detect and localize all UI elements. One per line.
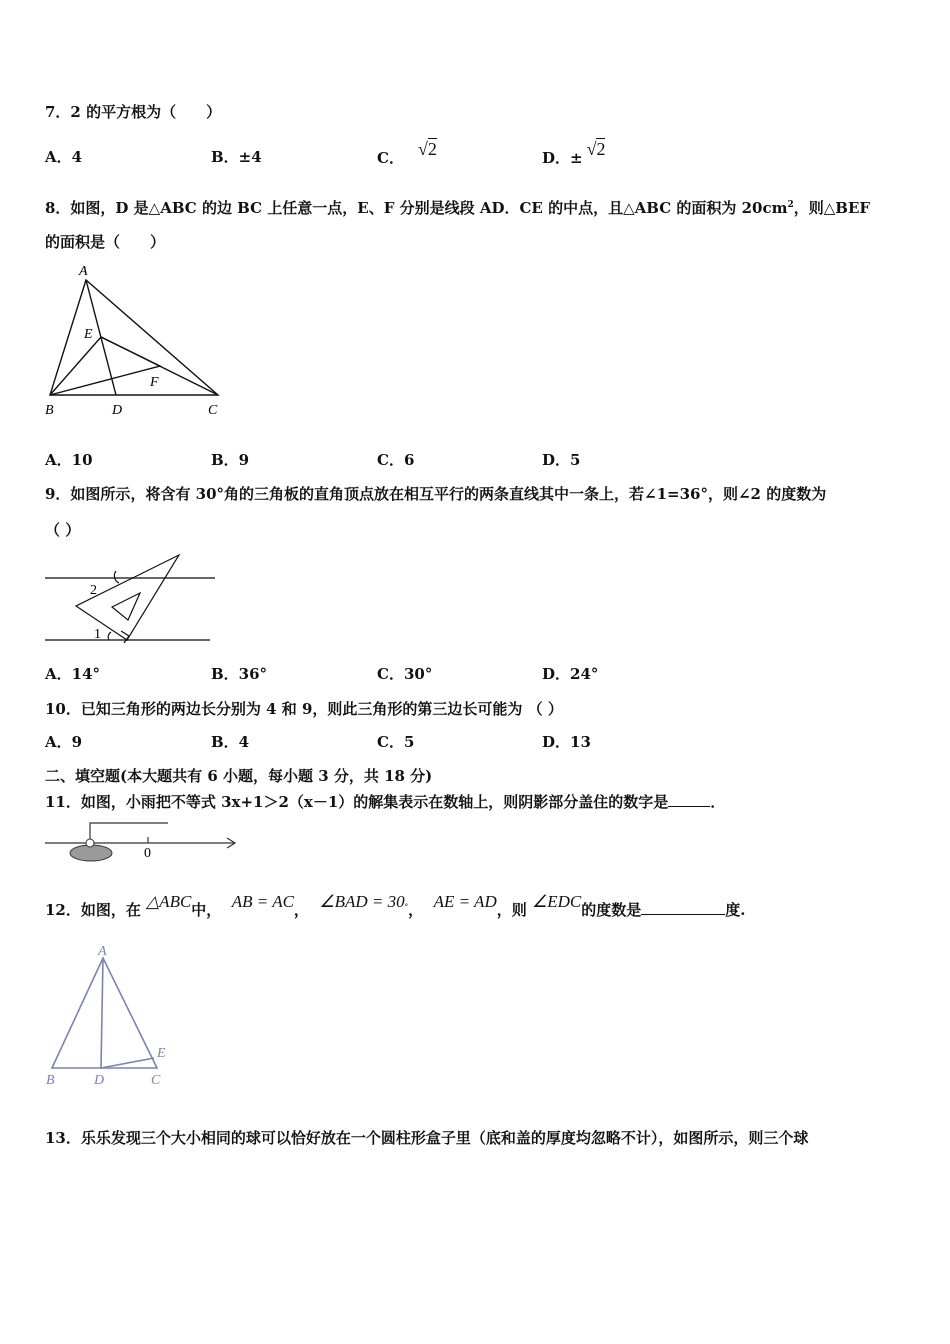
math-angle-bad: ∠BAD = 30 xyxy=(319,892,405,911)
q8-option-d: D．5 xyxy=(542,451,581,469)
q9-stem-line1: 9．如图所示，将含有 30°角的三角板的直角顶点放在相互平行的两条直线其中一条上，若∠1=36°，则∠2 的度数为 xyxy=(45,485,827,503)
q12-text-end: 度. xyxy=(725,901,746,919)
q8-text-end: ，则△BEF xyxy=(793,199,871,217)
math-triangle-abc: △ABC xyxy=(146,892,192,911)
q8-stem-line2: 的面积是（ ） xyxy=(45,233,166,251)
degree-sign: ° xyxy=(404,903,409,911)
q7-option-b: B．±4 xyxy=(211,148,262,166)
q9-option-a: A．14° xyxy=(45,665,101,683)
q8-option-c: C．6 xyxy=(377,451,415,469)
q9-option-b: B．36° xyxy=(211,665,268,683)
q11-text: 11．如图，小雨把不等式 3x+1＞2（x－1）的解集表示在数轴上，则阴影部分盖住的数字是 xyxy=(45,793,669,811)
math-ae-eq-ad: AE = AD xyxy=(433,892,497,911)
q12-text: 中， xyxy=(191,901,222,919)
q9-option-d: D．24° xyxy=(542,665,599,683)
label-a: A xyxy=(98,944,107,959)
math-ab-eq-ac: AB = AC xyxy=(231,892,294,911)
q7-option-d-label: D．± xyxy=(542,149,583,167)
zero-label: 0 xyxy=(144,846,151,861)
answer-blank xyxy=(641,900,725,915)
label-e: E xyxy=(157,1046,166,1061)
q9-option-c: C．30° xyxy=(377,665,433,683)
label-b: B xyxy=(45,403,54,418)
label-d: D xyxy=(112,403,123,418)
q12-stem xyxy=(45,892,746,920)
radicand: 2 xyxy=(427,139,437,159)
section-2-heading: 二、填空题(本大题共有 6 小题，每小题 3 分，共 18 分) xyxy=(45,767,433,785)
q10-option-d: D．13 xyxy=(542,733,591,751)
q11-stem xyxy=(45,792,725,812)
q12-text: ， xyxy=(293,901,309,919)
q10-option-c: C．5 xyxy=(377,733,415,751)
label-d: D xyxy=(94,1073,105,1088)
superscript: 2 xyxy=(787,200,794,210)
q13-stem: 13．乐乐发现三个大小相同的球可以恰好放在一个圆柱形盒子里（底和盖的厚度均忽略不计），如图所示，则三个球 xyxy=(45,1129,809,1147)
label-b: B xyxy=(46,1073,55,1088)
q10-stem: 10．已知三角形的两边长分别为 4 和 9，则此三角形的第三边长可能为 （ ） xyxy=(45,700,563,718)
q10-option-b: B．4 xyxy=(211,733,250,751)
q7-option-c-label: C． xyxy=(377,149,404,167)
q7-option-a: A．4 xyxy=(45,148,83,166)
q8-option-b: B．9 xyxy=(211,451,250,469)
q12-text: ，则 xyxy=(496,901,527,919)
label-a: A xyxy=(79,264,88,279)
q7-option-c xyxy=(377,139,437,168)
angle-1-label: 1 xyxy=(94,627,101,642)
label-e: E xyxy=(84,327,93,342)
q12-text: ， xyxy=(408,901,424,919)
math-angle-edc: ∠EDC xyxy=(531,892,582,911)
q8-stem-line1 xyxy=(45,195,870,218)
q7-option-d xyxy=(542,139,606,168)
angle-2-label: 2 xyxy=(90,583,97,598)
q9-stem-line2: （ ） xyxy=(45,521,81,539)
answer-blank xyxy=(668,792,710,807)
q7-stem: 7．2 的平方根为（ ） xyxy=(45,103,222,121)
label-c: C xyxy=(151,1073,161,1088)
q8-option-a: A．10 xyxy=(45,451,93,469)
q12-text: 12．如图，在 xyxy=(45,901,141,919)
q8-text: 8．如图，D 是△ABC 的边 BC 上任意一点，E、F 分别是线段 AD．CE 的中点，且△ABC 的面积为 20cm xyxy=(45,199,788,217)
sqrt-symbol: √2 xyxy=(417,139,437,159)
sqrt-symbol: √2 xyxy=(586,139,606,159)
q12-text: 的度数是 xyxy=(581,901,642,919)
label-c: C xyxy=(208,403,218,418)
radicand: 2 xyxy=(596,139,606,159)
q11-end: ． xyxy=(710,793,726,811)
label-f: F xyxy=(150,375,159,390)
q10-option-a: A．9 xyxy=(45,733,83,751)
